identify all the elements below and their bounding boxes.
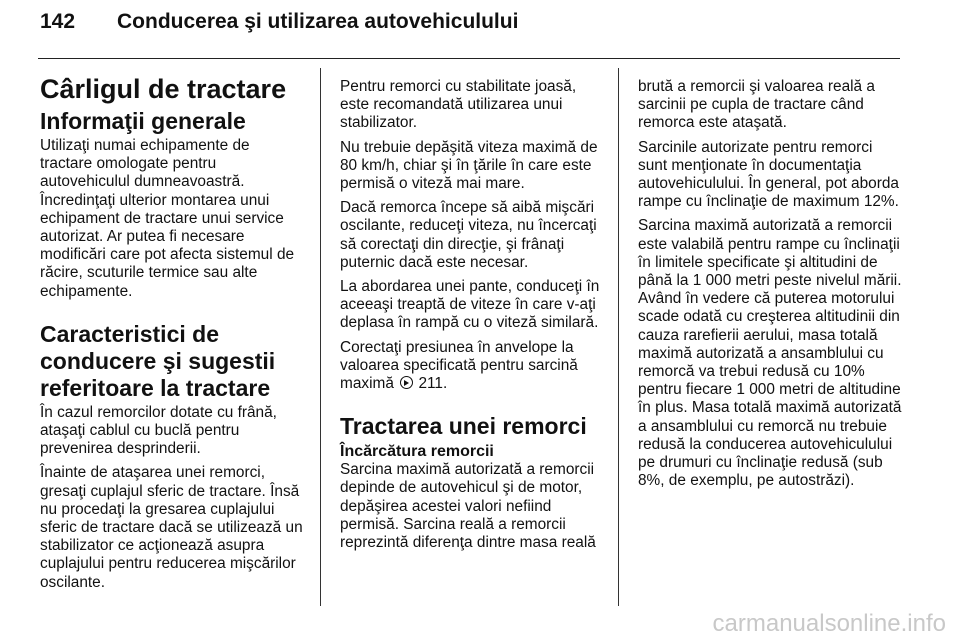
paragraph: Sarcina maximă autorizată a remorcii este valabilă pentru rampe cu înclinaţii în limitele specificate şi altitudini de până la 1 000 metri peste nivelul mării. Având în vedere că puterea motorului scade odată cu creşterea altitudinii din cauza rarefierii aerului, masa totală maximă autorizată a ansamblului cu remorcă va trebui redusă cu 10% pentru fiecare 1 000 metri de altitudine în plus. Masa totală maximă autorizată a ansamblului cu remorcă nu trebuie redusă la conducerea autovehiculului pe drumuri cu înclinaţie redusă (sub 8%, de exemplu, pe autostrăzi). <box>638 217 902 490</box>
page-reference-arrow-icon <box>400 376 413 389</box>
chapter-title: Cârligul de tractare <box>40 74 287 104</box>
section-title-driving-tips: Caracteristici de conducere şi sugestii referitoare la tractare <box>40 320 276 401</box>
paragraph: Utilizaţi numai echipamente de tractare omologate pentru autovehiculul dumneavoastră. Încredinţaţi ulterior montarea unui echipament de tractare unui service autorizat. Ar putea fi necesare modificări care pot afecta sistemul de răcire, scuturile termice sau alte echipamente. <box>40 137 295 300</box>
paragraph: Sarcinile autorizate pentru remorci sunt menţionate în documentaţia autovehiculului. În general, pot aborda rampe cu înclinaţie de maximum 12%. <box>638 138 899 211</box>
watermark: carmanualsonline.info <box>712 610 946 637</box>
subsection-title-trailer-load: Încărcătura remorcii <box>340 443 494 461</box>
column-divider-2 <box>618 68 619 606</box>
paragraph: În cazul remorcilor dotate cu frână, ataşaţi cablul cu buclă pentru prevenirea desprinderii. <box>40 403 277 458</box>
paragraph: Nu trebuie depăşită viteza maximă de 80 km/h, chiar şi în ţările în care este permisă o viteză mai mare. <box>340 138 598 193</box>
paragraph: La abordarea unei pante, conduceţi în aceeaşi treaptă de viteze în care v-aţi deplasa în rampă cu o viteză similară. <box>340 278 600 332</box>
column-2 <box>340 62 606 558</box>
page-number: 142 <box>40 10 76 33</box>
paragraph: Sarcina maximă autorizată a remorcii depinde de autovehicul şi de motor, depăşirea acestei valori nefiind permisă. Sarcina reală a remorcii reprezintă diferenţa dintre masa reală <box>340 461 596 552</box>
paragraph: Dacă remorca începe să aibă mişcări oscilante, reduceţi viteza, nu încercaţi să corectaţi din direcţie, şi frânaţi puternic dacă este necesar. <box>340 199 597 271</box>
running-title: Conducerea şi utilizarea autovehiculului <box>117 10 519 33</box>
paragraph-text: Corectaţi presiunea în anvelope la valoarea specificată pentru sarcină maximă <box>340 338 578 393</box>
paragraph: brută a remorcii şi valoarea reală a sarcinii pe cupla de tractare când remorca este ataşată. <box>638 78 875 132</box>
paragraph: Înainte de ataşarea unei remorci, gresaţi cuplajul sferic de tractare. Însă nu procedaţi la gresarea cuplajului sferic de tractare dacă se utilizează un stabilizator ce acţionează asupra cuplajului pentru reducerea mişcărilor oscilante. <box>40 464 303 591</box>
section-title-general: Informaţii generale <box>40 108 246 134</box>
header-rule <box>38 58 900 59</box>
page-reference-link[interactable]: 211. <box>418 375 448 393</box>
paragraph: Pentru remorci cu stabilitate joasă, este recomandată utilizarea unui stabilizator. <box>340 78 577 132</box>
column-divider-1 <box>320 68 321 606</box>
column-1 <box>40 62 306 598</box>
column-3 <box>638 62 904 496</box>
section-title-towing: Tractarea unei remorci <box>340 413 587 440</box>
paragraph-with-reference <box>340 339 606 394</box>
